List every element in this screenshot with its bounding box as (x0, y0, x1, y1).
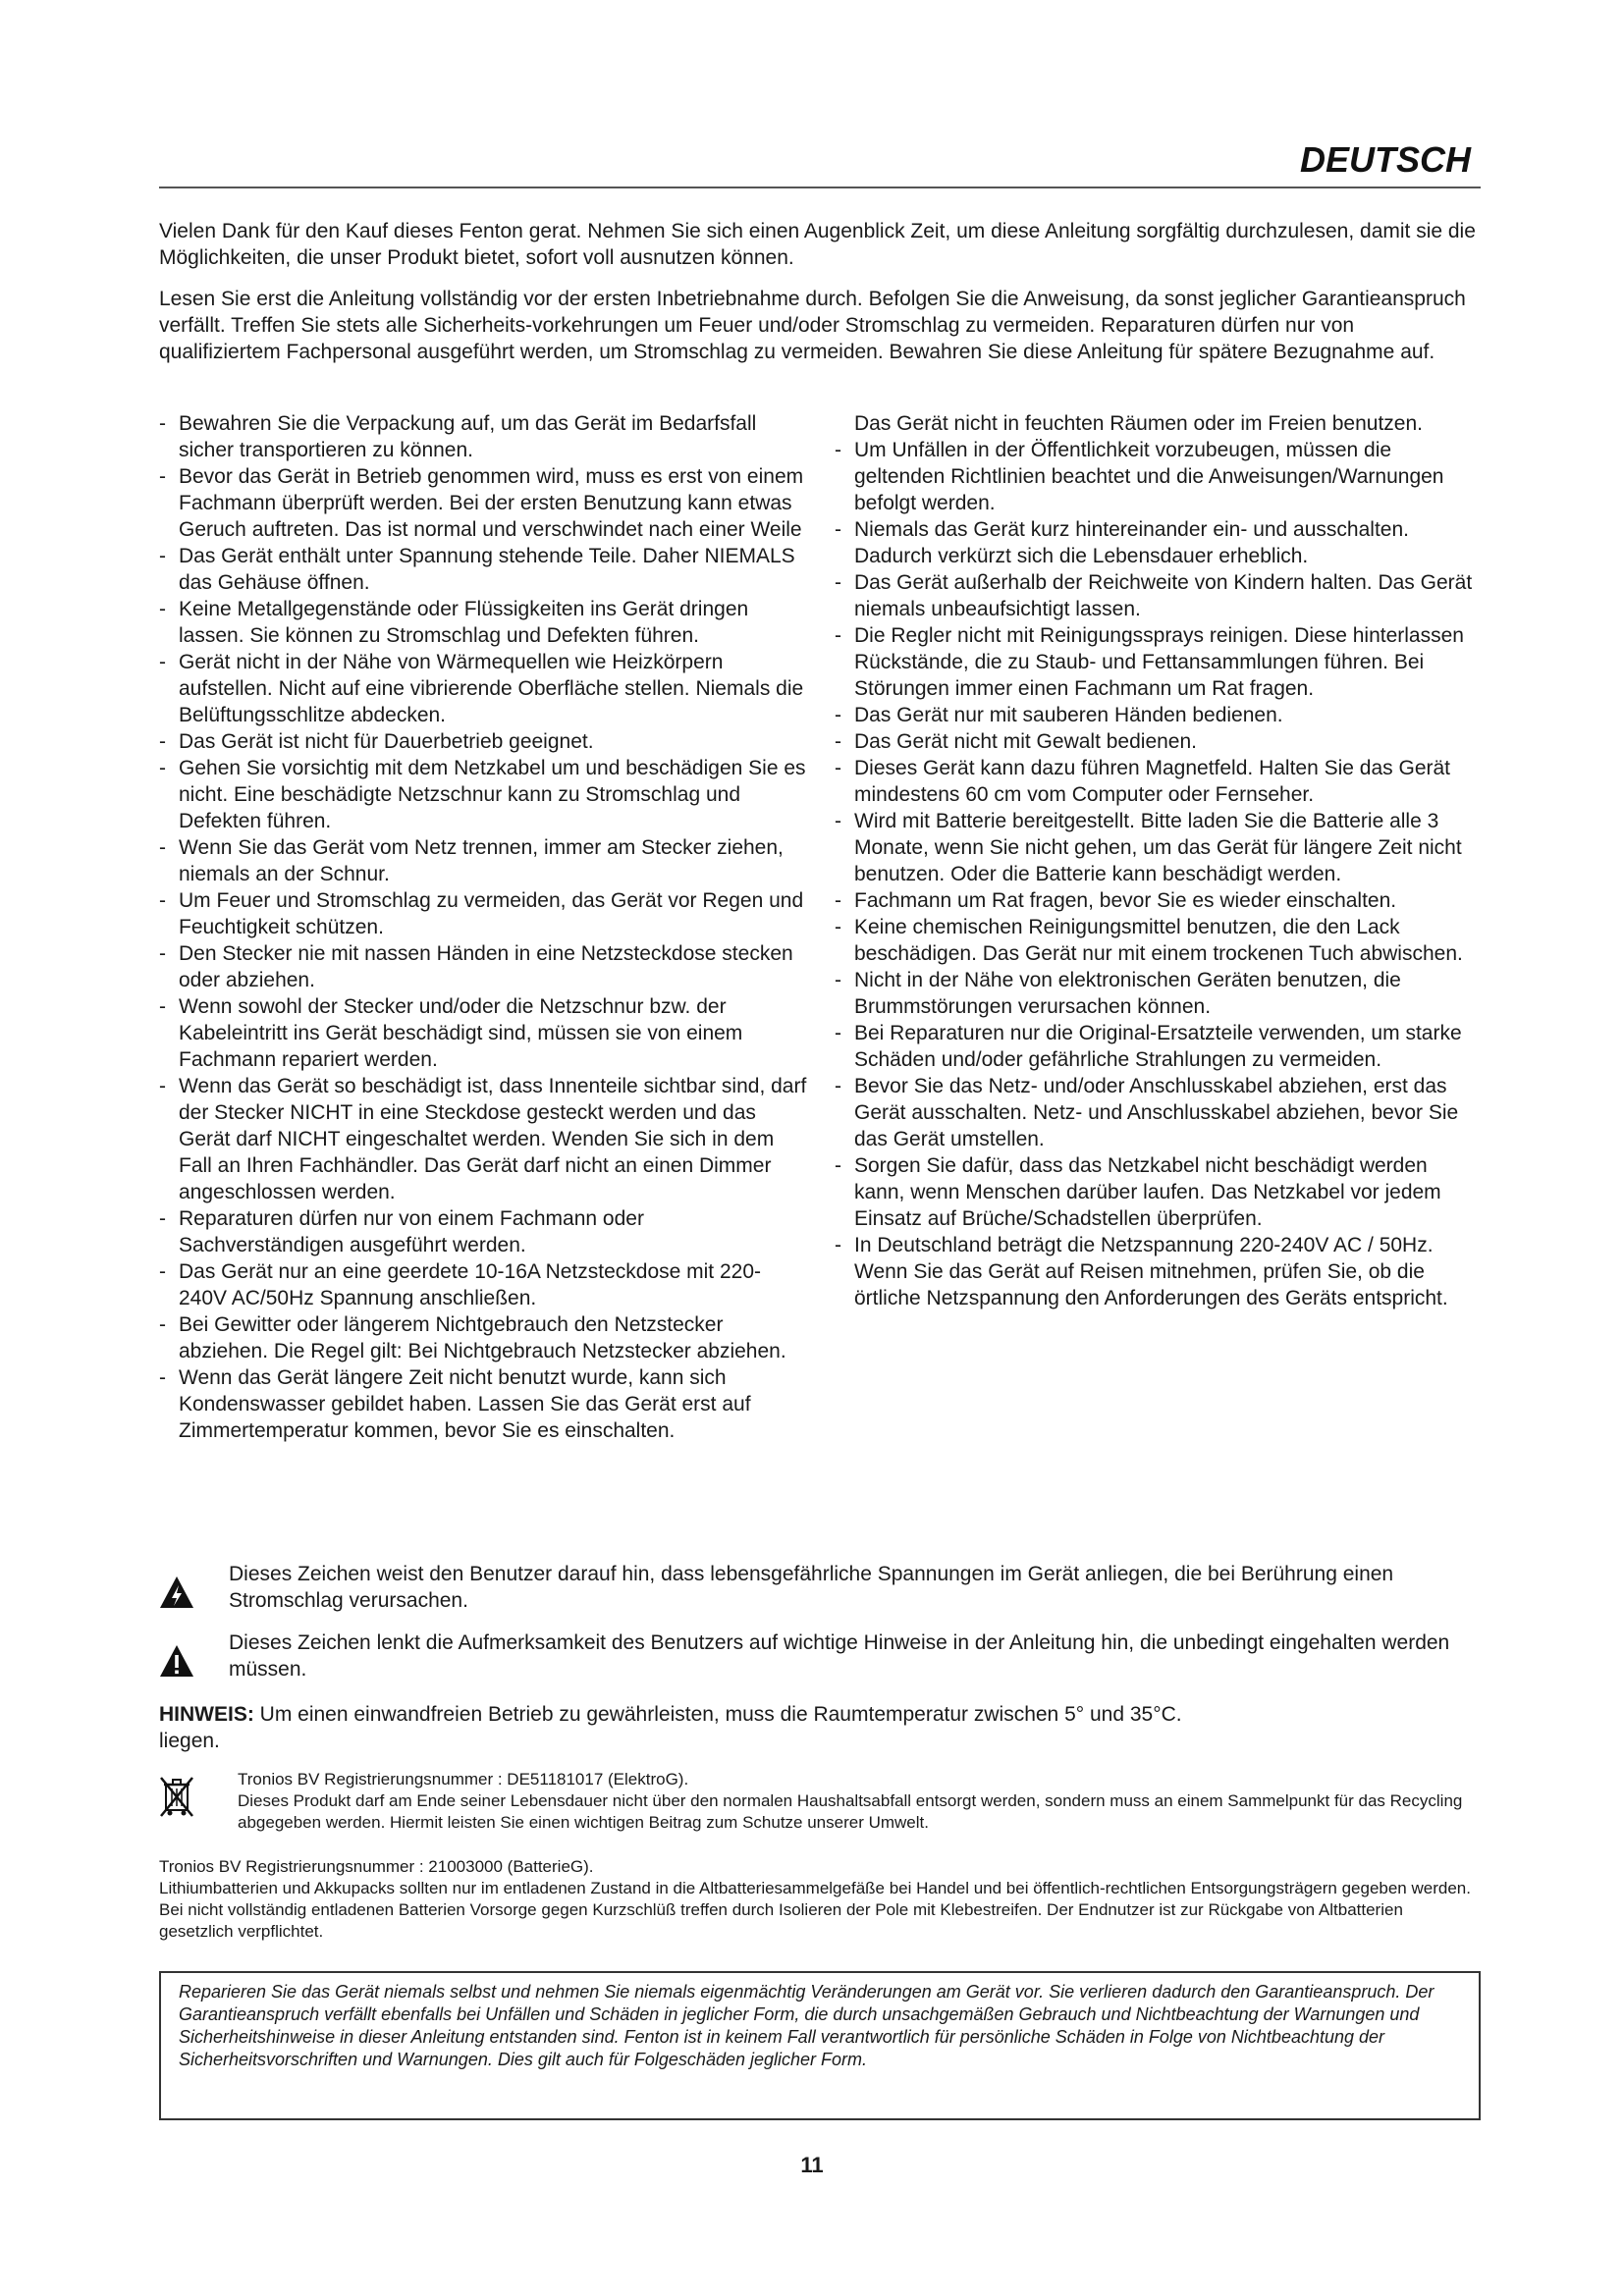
battery-disposal (159, 1856, 1481, 1943)
list-item: - Reparaturen dürfen nur von einem Fachmann oder Sachverständigen ausgeführt werden. (159, 1205, 807, 1258)
note-label: HINWEIS: (159, 1703, 254, 1726)
list-item: - Keine Metallgegenstände oder Flüssigkeiten ins Gerät dringen lassen. Sie können zu Stromschlag und Defekten führen. (159, 596, 807, 649)
safety-list-left (159, 410, 807, 1444)
list-item: - Das Gerät enthält unter Spannung stehende Teile. Daher NIEMALS das Gehäuse öffnen. (159, 543, 807, 596)
page-header (159, 139, 1481, 188)
list-item-continuation: Das Gerät nicht in feuchten Räumen oder im Freien benutzen. (854, 412, 1423, 435)
intro-paragraph-2: Lesen Sie erst die Anleitung vollständig vor der ersten Inbetriebnahme durch. Befolgen Sie die Anweisung, da sonst jeglicher Garantieanspruch verfällt. Treffen Sie stets alle Sicherheits-vorkehrungen um Feuer und/oder Stromschlag zu vermeiden. Reparaturen dürfen nur von qualifiziertem Fachpersonal ausgeführt werden, um Stromschlag zu vermeiden. Bewahren Sie diese Anleitung für spätere Bezugnahme auf. (159, 288, 1466, 363)
crossed-bin-icon (159, 1775, 194, 1818)
voltage-warning-text: Dieses Zeichen weist den Benutzer darauf hin, dass lebensgefährliche Spannungen im Gerät anliegen, die bei Berührung einen Stromschlag verursachen. (229, 1563, 1394, 1612)
weee-disposal (159, 1769, 1481, 1834)
disclaimer-text: Reparieren Sie das Gerät niemals selbst und nehmen Sie niemals eigenmächtig Veränderungen am Gerät vor. Sie verlieren dadurch den Garantieanspruch. Der Garantieanspruch verfällt ebenfalls bei Unfällen und Schäden in jeglicher Form, die durch unsachgemäßen Gebrauch und Nichtbeachtung der Warnungen und Sicherheitshinweise in dieser Anleitung entstanden sind. Fenton ist in keinem Fall verantwortlich für persönliche Schäden in Folge von Nichtbeachtung der Sicherheitsvorschriften und Warnungen. Dies gilt auch für Folgeschäden jeglicher Form. (179, 1982, 1435, 2069)
language-title: DEUTSCH (1299, 139, 1471, 180)
list-item: - Wenn Sie das Gerät vom Netz trennen, immer am Stecker ziehen, niemals an der Schnur. (159, 834, 807, 887)
weee-text: Dieses Produkt darf am Ende seiner Lebensdauer nicht über den normalen Haushaltsabfall entsorgt werden, sondern muss an einem Sammelpunkt für das Recycling abgegeben werden. Hiermit leisten Sie einen wichtigen Beitrag zum Schutze unserer Umwelt. (238, 1791, 1463, 1832)
list-item: - Bevor Sie das Netz- und/oder Anschlusskabel abziehen, erst das Gerät ausschalten. Netz- und Anschlusskabel abziehen, bevor Sie das Gerät umstellen. (835, 1073, 1483, 1152)
list-item: - Bei Gewitter oder längerem Nichtgebrauch den Netzstecker abziehen. Die Regel gilt: Bei Nichtgebrauch Netzstecker abziehen. (159, 1311, 807, 1364)
intro-paragraph-1: Vielen Dank für den Kauf dieses Fenton gerat. Nehmen Sie sich einen Augenblick Zeit, um diese Anleitung sorgfältig durchzulesen, damit sie die Möglichkeiten, die unser Produkt bietet, sofort voll ausnutzen können. (159, 220, 1476, 269)
list-item: - Den Stecker nie mit nassen Händen in eine Netzsteckdose stecken oder abziehen. (159, 940, 807, 993)
list-item: - Das Gerät nicht mit Gewalt bedienen. (835, 728, 1483, 755)
exclamation-warning-icon (159, 1643, 194, 1679)
voltage-warning (159, 1561, 1481, 1614)
attention-warning-text: Dieses Zeichen lenkt die Aufmerksamkeit des Benutzers auf wichtige Hinweise in der Anleitung hin, die unbedingt eingehalten werden müssen. (229, 1631, 1450, 1681)
list-item: - Bevor das Gerät in Betrieb genommen wird, muss es erst von einem Fachmann überprüft werden. Bei der ersten Benutzung kann etwas Geruch auftreten. Das ist normal und verschwindet nach einer Weile (159, 463, 807, 543)
list-item: - Wenn sowohl der Stecker und/oder die Netzschnur bzw. der Kabeleintritt ins Gerät beschädigt sind, müssen sie von einem Fachmann repariert werden. (159, 993, 807, 1073)
note-text: Um einen einwandfreien Betrieb zu gewährleisten, muss die Raumtemperatur zwischen 5° und 35°C. (253, 1703, 1182, 1726)
list-item: - Bewahren Sie die Verpackung auf, um das Gerät im Bedarfsfall sicher transportieren zu können. (159, 410, 807, 463)
list-item: - Nicht in der Nähe von elektronischen Geräten benutzen, die Brummstörungen verursachen können. (835, 967, 1483, 1020)
list-item: - Das Gerät nur an eine geerdete 10-16A Netzsteckdose mit 220-240V AC/50Hz Spannung anschließen. (159, 1258, 807, 1311)
list-item: - Um Feuer und Stromschlag zu vermeiden, das Gerät vor Regen und Feuchtigkeit schützen. (159, 887, 807, 940)
list-item: - Dieses Gerät kann dazu führen Magnetfeld. Halten Sie das Gerät mindestens 60 cm vom Computer oder Fernseher. (835, 755, 1483, 808)
page-number: 11 (800, 2153, 824, 2177)
note-tail: liegen. (159, 1730, 220, 1752)
lightning-warning-icon (159, 1575, 194, 1610)
list-item: - Fachmann um Rat fragen, bevor Sie es wieder einschalten. (835, 887, 1483, 914)
list-item: - Die Regler nicht mit Reinigungssprays reinigen. Diese hinterlassen Rückstände, die zu Staub- und Fettansammlungen führen. Bei Störungen immer einen Fachmann um Rat fragen. (835, 622, 1483, 702)
list-item: - Keine chemischen Reinigungsmittel benutzen, die den Lack beschädigen. Das Gerät nur mit einem trockenen Tuch abwischen. (835, 914, 1483, 967)
list-item: - Niemals das Gerät kurz hintereinander ein- und ausschalten. Dadurch verkürzt sich die Lebensdauer erheblich. (835, 516, 1483, 569)
warranty-disclaimer-box (159, 1971, 1481, 2120)
weee-registration: Tronios BV Registrierungsnummer : DE51181017 (ElektroG). (238, 1770, 689, 1789)
list-item: - Um Unfällen in der Öffentlichkeit vorzubeugen, müssen die geltenden Richtlinien beachtet und die Anweisungen/Warnungen befolgt werden. (835, 437, 1483, 516)
battery-text: Lithiumbatterien und Akkupacks sollten nur im entladenen Zustand in die Altbatteriesammelgefäße bei Handel und bei öffentlich-rechtlichen Entsorgungsträgern gegeben werden. Bei nicht vollständig entladenen Batterien Vorsorge gegen Kurzschlüß treffen durch Isolieren der Pole mit Klebestreifen. Der Endnutzer ist zur Rückgabe von Altbatterien gesetzlich verpflichtet. (159, 1879, 1471, 1941)
list-item: - Bei Reparaturen nur die Original-Ersatzteile verwenden, um starke Schäden und/oder gefährliche Strahlungen zu vermeiden. (835, 1020, 1483, 1073)
list-item: - Wenn das Gerät längere Zeit nicht benutzt wurde, kann sich Kondenswasser gebildet haben. Lassen Sie das Gerät erst auf Zimmertemperatur kommen, bevor Sie es einschalten. (159, 1364, 807, 1444)
safety-list-right (835, 410, 1483, 1311)
list-item: - Das Gerät nur mit sauberen Händen bedienen. (835, 702, 1483, 728)
attention-warning (159, 1629, 1481, 1682)
list-item: - Wird mit Batterie bereitgestellt. Bitte laden Sie die Batterie alle 3 Monate, wenn Sie nicht gehen, um das Gerät für längere Zeit nicht benutzen. Oder die Batterie kann beschädigt werden. (835, 808, 1483, 887)
list-item: - In Deutschland beträgt die Netzspannung 220-240V AC / 50Hz. Wenn Sie das Gerät auf Reisen mitnehmen, prüfen Sie, ob die örtliche Netzspannung den Anforderungen des Geräts entspricht. (835, 1232, 1483, 1311)
temperature-note (159, 1701, 1481, 1754)
list-item: - Wenn das Gerät so beschädigt ist, dass Innenteile sichtbar sind, darf der Stecker NICHT in eine Steckdose gesteckt werden und das Gerät darf NICHT eingeschaltet werden. Wenden Sie sich in dem Fall an Ihren Fachhändler. Das Gerät darf nicht an einen Dimmer angeschlossen werden. (159, 1073, 807, 1205)
list-item: - Sorgen Sie dafür, dass das Netzkabel nicht beschädigt werden kann, wenn Menschen darüber laufen. Das Netzkabel vor jedem Einsatz auf Brüche/Schadstellen überprüfen. (835, 1152, 1483, 1232)
list-item: - Gehen Sie vorsichtig mit dem Netzkabel um und beschädigen Sie es nicht. Eine beschädigte Netzschnur kann zu Stromschlag und Defekten führen. (159, 755, 807, 834)
list-item: - Das Gerät außerhalb der Reichweite von Kindern halten. Das Gerät niemals unbeaufsichtigt lassen. (835, 569, 1483, 622)
battery-registration: Tronios BV Registrierungsnummer : 21003000 (BatterieG). (159, 1857, 594, 1876)
list-item: - Gerät nicht in der Nähe von Wärmequellen wie Heizkörpern aufstellen. Nicht auf eine vibrierende Oberfläche stellen. Niemals die Belüftungsschlitze abdecken. (159, 649, 807, 728)
list-item: - Das Gerät ist nicht für Dauerbetrieb geeignet. (159, 728, 807, 755)
